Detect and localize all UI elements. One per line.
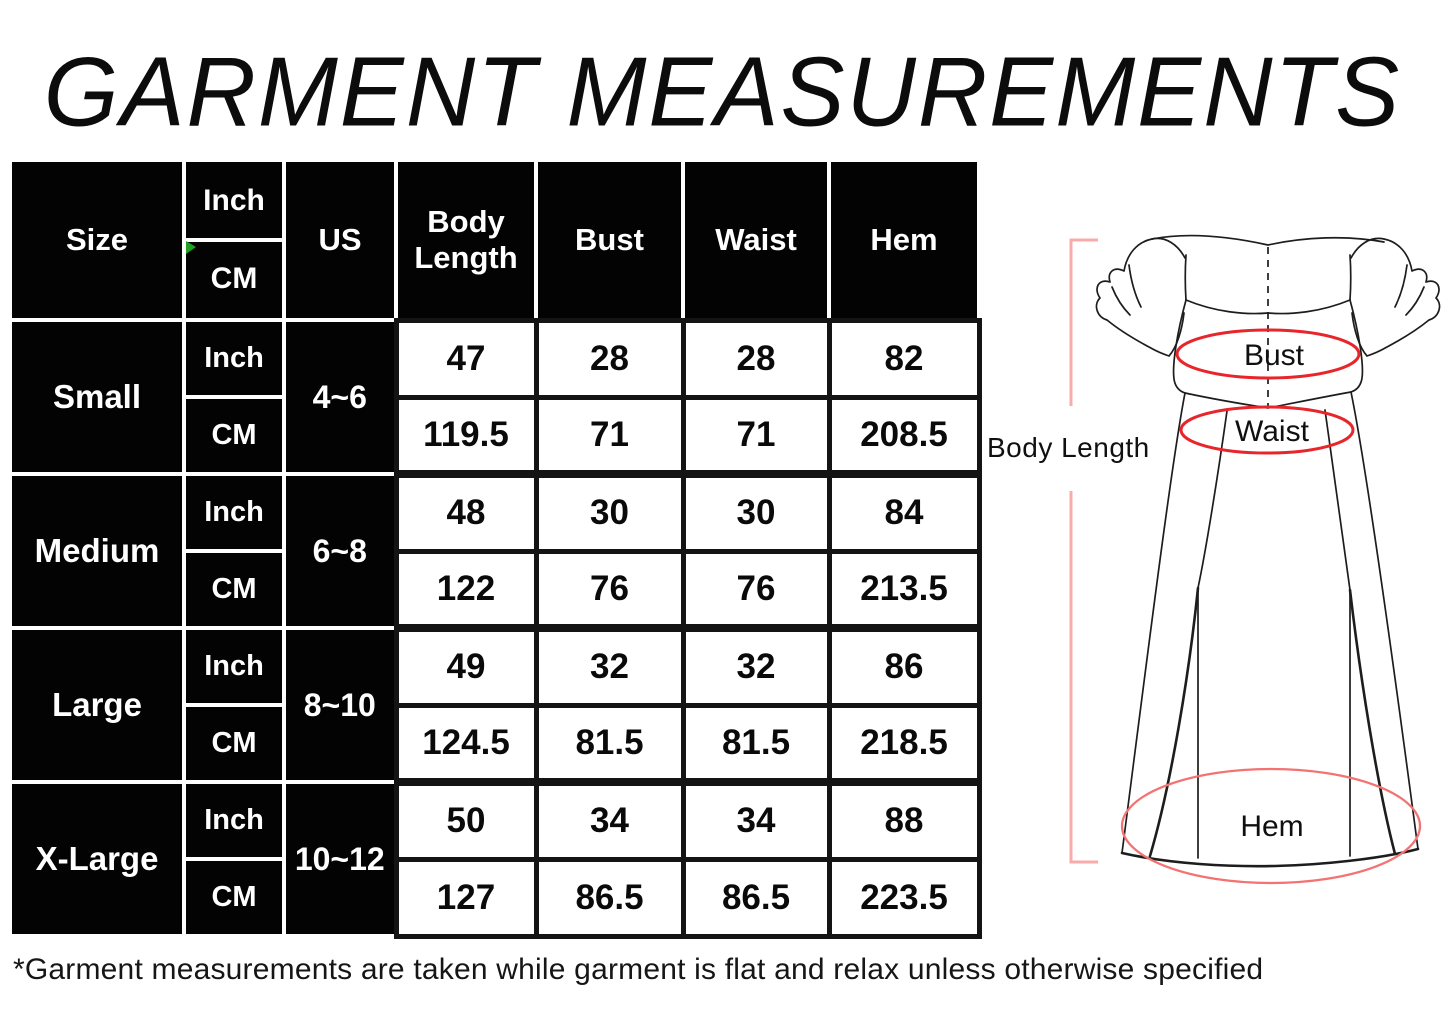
- right-sleeve-fold: [1395, 265, 1424, 315]
- body-length-value: 48: [396, 474, 536, 551]
- body-length-value: 49: [396, 628, 536, 705]
- unit-cell-cm: CM: [184, 705, 284, 782]
- dress-measurement-diagram: [985, 225, 1445, 935]
- right-sleeve: [1351, 238, 1440, 356]
- table-row-large-inch: [10, 628, 979, 705]
- col-header-body-length: [396, 160, 536, 320]
- bust-value: 32: [536, 628, 683, 705]
- hem-line: [1122, 849, 1418, 866]
- hem-value: 82: [829, 320, 979, 397]
- bust-value: 86.5: [536, 859, 683, 936]
- col-header-bust: Bust: [536, 160, 683, 320]
- table-row-medium-inch: [10, 474, 979, 551]
- unit-cell-inch: Inch: [184, 320, 284, 397]
- table-row-xlarge-inch: [10, 782, 979, 859]
- us-size-cell: 10~12: [284, 782, 396, 936]
- hem-value: 84: [829, 474, 979, 551]
- body-length-value: 119.5: [396, 397, 536, 474]
- page-title: GARMENT MEASUREMENTS: [43, 37, 1402, 148]
- left-sleeve: [1096, 238, 1185, 356]
- dress-sketch: [985, 225, 1445, 935]
- hem-value: 218.5: [829, 705, 979, 782]
- waist-value: 32: [683, 628, 829, 705]
- hem-label: Hem: [1240, 810, 1304, 843]
- bust-value: 71: [536, 397, 683, 474]
- waist-value: 71: [683, 397, 829, 474]
- hem-value: 88: [829, 782, 979, 859]
- skirt-panel-seams: [1198, 410, 1350, 858]
- col-header-cm-wrap: [186, 238, 282, 316]
- body-length-bracket: [1071, 240, 1098, 862]
- green-flag-icon: [186, 241, 196, 254]
- size-cell: Small: [10, 320, 184, 474]
- bust-value: 34: [536, 782, 683, 859]
- right-sleeve-group: [1351, 238, 1440, 356]
- unit-cell-inch: Inch: [184, 628, 284, 705]
- waist-value: 28: [683, 320, 829, 397]
- waist-value: 34: [683, 782, 829, 859]
- hem-value: 213.5: [829, 551, 979, 628]
- unit-cell-inch: Inch: [184, 782, 284, 859]
- unit-cell-inch: Inch: [184, 474, 284, 551]
- col-header-us: US: [284, 160, 396, 320]
- hem-value: 223.5: [829, 859, 979, 936]
- col-header-hem: Hem: [829, 160, 979, 320]
- size-cell: X-Large: [10, 782, 184, 936]
- us-size-cell: 4~6: [284, 320, 396, 474]
- col-header-size: Size: [10, 160, 184, 320]
- bust-value: 76: [536, 551, 683, 628]
- waist-label: Waist: [1235, 415, 1309, 448]
- body-length-value: 122: [396, 551, 536, 628]
- bust-value: 28: [536, 320, 683, 397]
- us-size-cell: 8~10: [284, 628, 396, 782]
- size-chart-table: [8, 158, 982, 939]
- dress-shoulder-line: [1152, 236, 1384, 245]
- size-cell: Medium: [10, 474, 184, 628]
- body-length-value: 50: [396, 782, 536, 859]
- body-length-value: 124.5: [396, 705, 536, 782]
- waist-value: 86.5: [683, 859, 829, 936]
- bust-value: 81.5: [536, 705, 683, 782]
- body-length-label: Body Length: [987, 432, 1150, 463]
- waist-value: 76: [683, 551, 829, 628]
- waist-value: 30: [683, 474, 829, 551]
- body-length-value: 47: [396, 320, 536, 397]
- col-header-cm: CM: [210, 261, 258, 295]
- col-header-unit: [184, 160, 284, 320]
- hem-value: 208.5: [829, 397, 979, 474]
- col-header-inch: Inch: [203, 183, 265, 217]
- footnote: *Garment measurements are taken while garment is flat and relax unless otherwise specified: [13, 953, 1264, 986]
- us-size-cell: 6~8: [284, 474, 396, 628]
- unit-cell-cm: CM: [184, 397, 284, 474]
- size-cell: Large: [10, 628, 184, 782]
- body-length-value: 127: [396, 859, 536, 936]
- hem-value: 86: [829, 628, 979, 705]
- col-header-body-length-label: Body Length: [414, 204, 518, 275]
- header-row: [10, 160, 979, 320]
- table-row-small-inch: [10, 320, 979, 397]
- unit-cell-cm: CM: [184, 859, 284, 936]
- bust-label: Bust: [1243, 339, 1305, 372]
- left-sleeve-fold: [1112, 265, 1141, 315]
- col-header-waist: Waist: [683, 160, 829, 320]
- unit-cell-cm: CM: [184, 551, 284, 628]
- bust-value: 30: [536, 474, 683, 551]
- waist-value: 81.5: [683, 705, 829, 782]
